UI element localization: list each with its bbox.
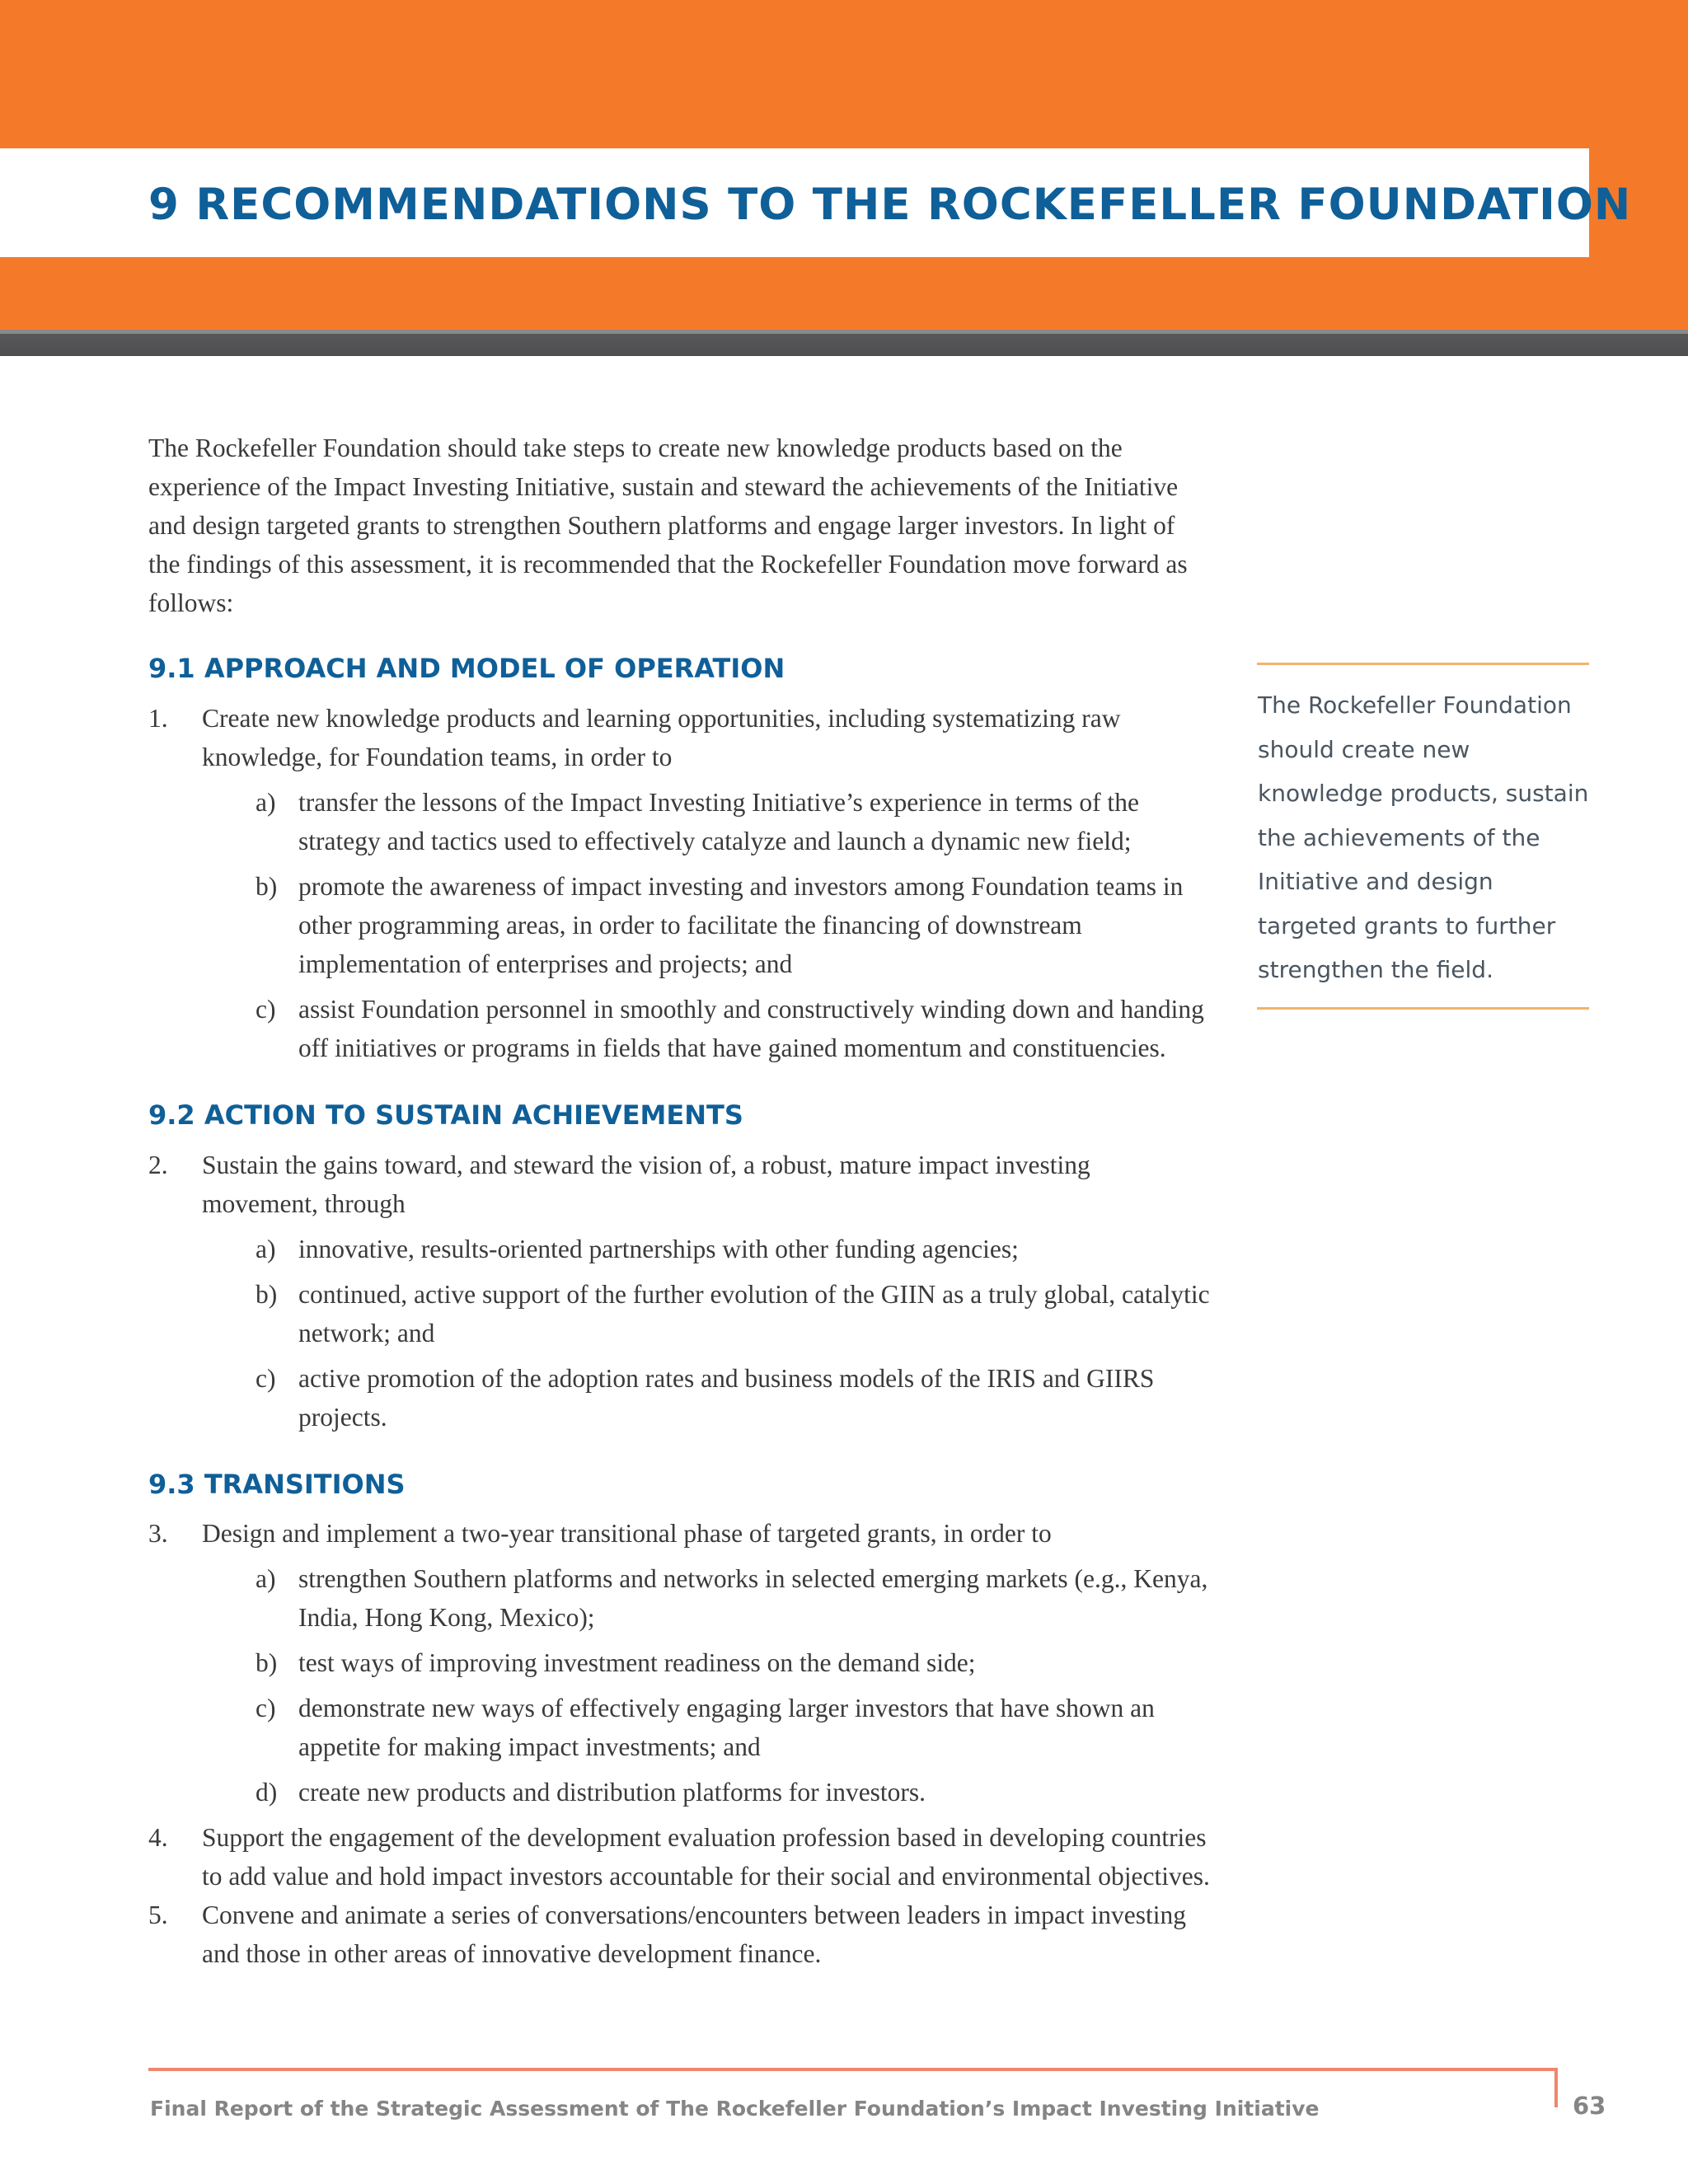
section-heading: 9.2 ACTION TO SUSTAIN ACHIEVEMENTS: [148, 1099, 743, 1131]
sub-text: demonstrate new ways of effectively engaging larger investors that have shown an appetite for making impact investments; and: [298, 1694, 1155, 1762]
sub-item: [202, 1773, 1212, 1811]
sub-letter: b): [256, 1279, 278, 1309]
sub-item: [202, 1689, 1212, 1766]
sub-text: create new products and distribution platforms for investors.: [298, 1778, 926, 1807]
recommendation-item: [148, 1146, 1212, 1436]
sub-list: [202, 783, 1212, 1067]
recommendation-item: [148, 699, 1212, 1067]
sub-text: test ways of improving investment readiness on the demand side;: [298, 1648, 976, 1678]
page-number: 63: [1573, 2092, 1606, 2120]
sub-letter: a): [256, 1564, 276, 1594]
recommendation-list: [148, 1514, 1212, 1973]
footer-rule-tick: [1554, 2068, 1558, 2107]
sub-text: transfer the lessons of the Impact Investing Initiative’s experience in terms of the strategy and tactics used to effectively catalyze and launch a dynamic new field;: [298, 787, 1139, 855]
sub-item: [202, 1275, 1212, 1352]
recommendation-list: [148, 699, 1212, 1067]
recommendation-item: [148, 1514, 1212, 1811]
pull-quote-text: The Rockefeller Foundation should create new knowledge products, sustain the achievements of the Initiative and design targeted grants to further strengthen the field.: [1258, 691, 1589, 983]
sub-item: [202, 1559, 1212, 1637]
intro-paragraph: The Rockefeller Foundation should take steps to create new knowledge products based on the experience of the Impact Investing Initiative, sustain and steward the achievements of the Initiative and design targeted grants to strengthen Southern platforms and engage larger investors. In light of the findings of this assessment, it is recommended that the Rockefeller Foundation move forward as follows:: [148, 434, 1188, 617]
sub-item: [202, 1359, 1212, 1436]
pull-quote: [1257, 663, 1589, 1010]
sub-text: innovative, results-oriented partnerships with other funding agencies;: [298, 1234, 1019, 1263]
sub-text: promote the awareness of impact investing and investors among Foundation teams in other programming areas, in order to facilitate the financing of downstream implementation of enterprises and projects; and: [298, 871, 1184, 978]
sub-letter: a): [256, 787, 276, 817]
recommendation-item: [148, 1818, 1212, 1896]
item-number: 2.: [148, 1150, 168, 1179]
section-sustain: [148, 1100, 1212, 1436]
sub-list: [202, 1230, 1212, 1436]
item-number: 4.: [148, 1823, 168, 1853]
header-divider: [0, 330, 1688, 356]
recommendation-list: [148, 1146, 1212, 1436]
item-text: Support the engagement of the development evaluation profession based in developing countries to add value and hold impact investors accountable for their social and environmental objectives.: [202, 1823, 1210, 1891]
sub-letter: c): [256, 1694, 276, 1723]
item-text: Convene and animate a series of conversations/encounters between leaders in impact investing and those in other areas of innovative development finance.: [202, 1900, 1186, 1969]
sub-letter: c): [256, 1363, 276, 1393]
item-number: 3.: [148, 1519, 168, 1549]
section-approach: [148, 654, 1212, 1067]
item-number: 5.: [148, 1900, 168, 1930]
sub-text: continued, active support of the further evolution of the GIIN as a truly global, catalytic network; and: [298, 1279, 1210, 1347]
section-heading: 9.3 TRANSITIONS: [148, 1468, 406, 1500]
item-text: Create new knowledge products and learning opportunities, including systematizing raw knowledge, for Foundation teams, in order to: [202, 703, 1121, 771]
sub-list: [202, 1559, 1212, 1811]
footer-rule: [148, 2068, 1558, 2071]
chapter-title: 9 RECOMMENDATIONS TO THE ROCKEFELLER FOUNDATION: [148, 180, 1632, 230]
sub-text: active promotion of the adoption rates and business models of the IRIS and GIIRS projects.: [298, 1363, 1155, 1432]
sub-item: [202, 783, 1212, 860]
sub-letter: a): [256, 1234, 276, 1263]
footer-title: Final Report of the Strategic Assessment of The Rockefeller Foundation’s Impact Investing Initiative: [150, 2097, 1320, 2121]
sub-text: strengthen Southern platforms and networks in selected emerging markets (e.g., Kenya, India, Hong Kong, Mexico);: [298, 1564, 1208, 1633]
sub-item: [202, 1643, 1212, 1682]
sub-letter: d): [256, 1778, 278, 1807]
sub-letter: c): [256, 994, 276, 1024]
item-number: 1.: [148, 703, 168, 733]
item-text: Design and implement a two-year transitional phase of targeted grants, in order to: [202, 1519, 1052, 1549]
recommendation-item: [148, 1896, 1212, 1973]
sub-item: [202, 990, 1212, 1067]
section-heading: 9.1 APPROACH AND MODEL OF OPERATION: [148, 653, 785, 684]
item-text: Sustain the gains toward, and steward the vision of, a robust, mature impact investing movement, through: [202, 1150, 1090, 1218]
sub-letter: b): [256, 1648, 278, 1678]
sub-text: assist Foundation personnel in smoothly and constructively winding down and handing off initiatives or programs in fields that have gained momentum and constituencies.: [298, 994, 1204, 1062]
sub-letter: b): [256, 871, 278, 901]
sub-item: [202, 867, 1212, 983]
section-transitions: [148, 1469, 1212, 1974]
main-content: [148, 429, 1212, 1973]
sub-item: [202, 1230, 1212, 1268]
